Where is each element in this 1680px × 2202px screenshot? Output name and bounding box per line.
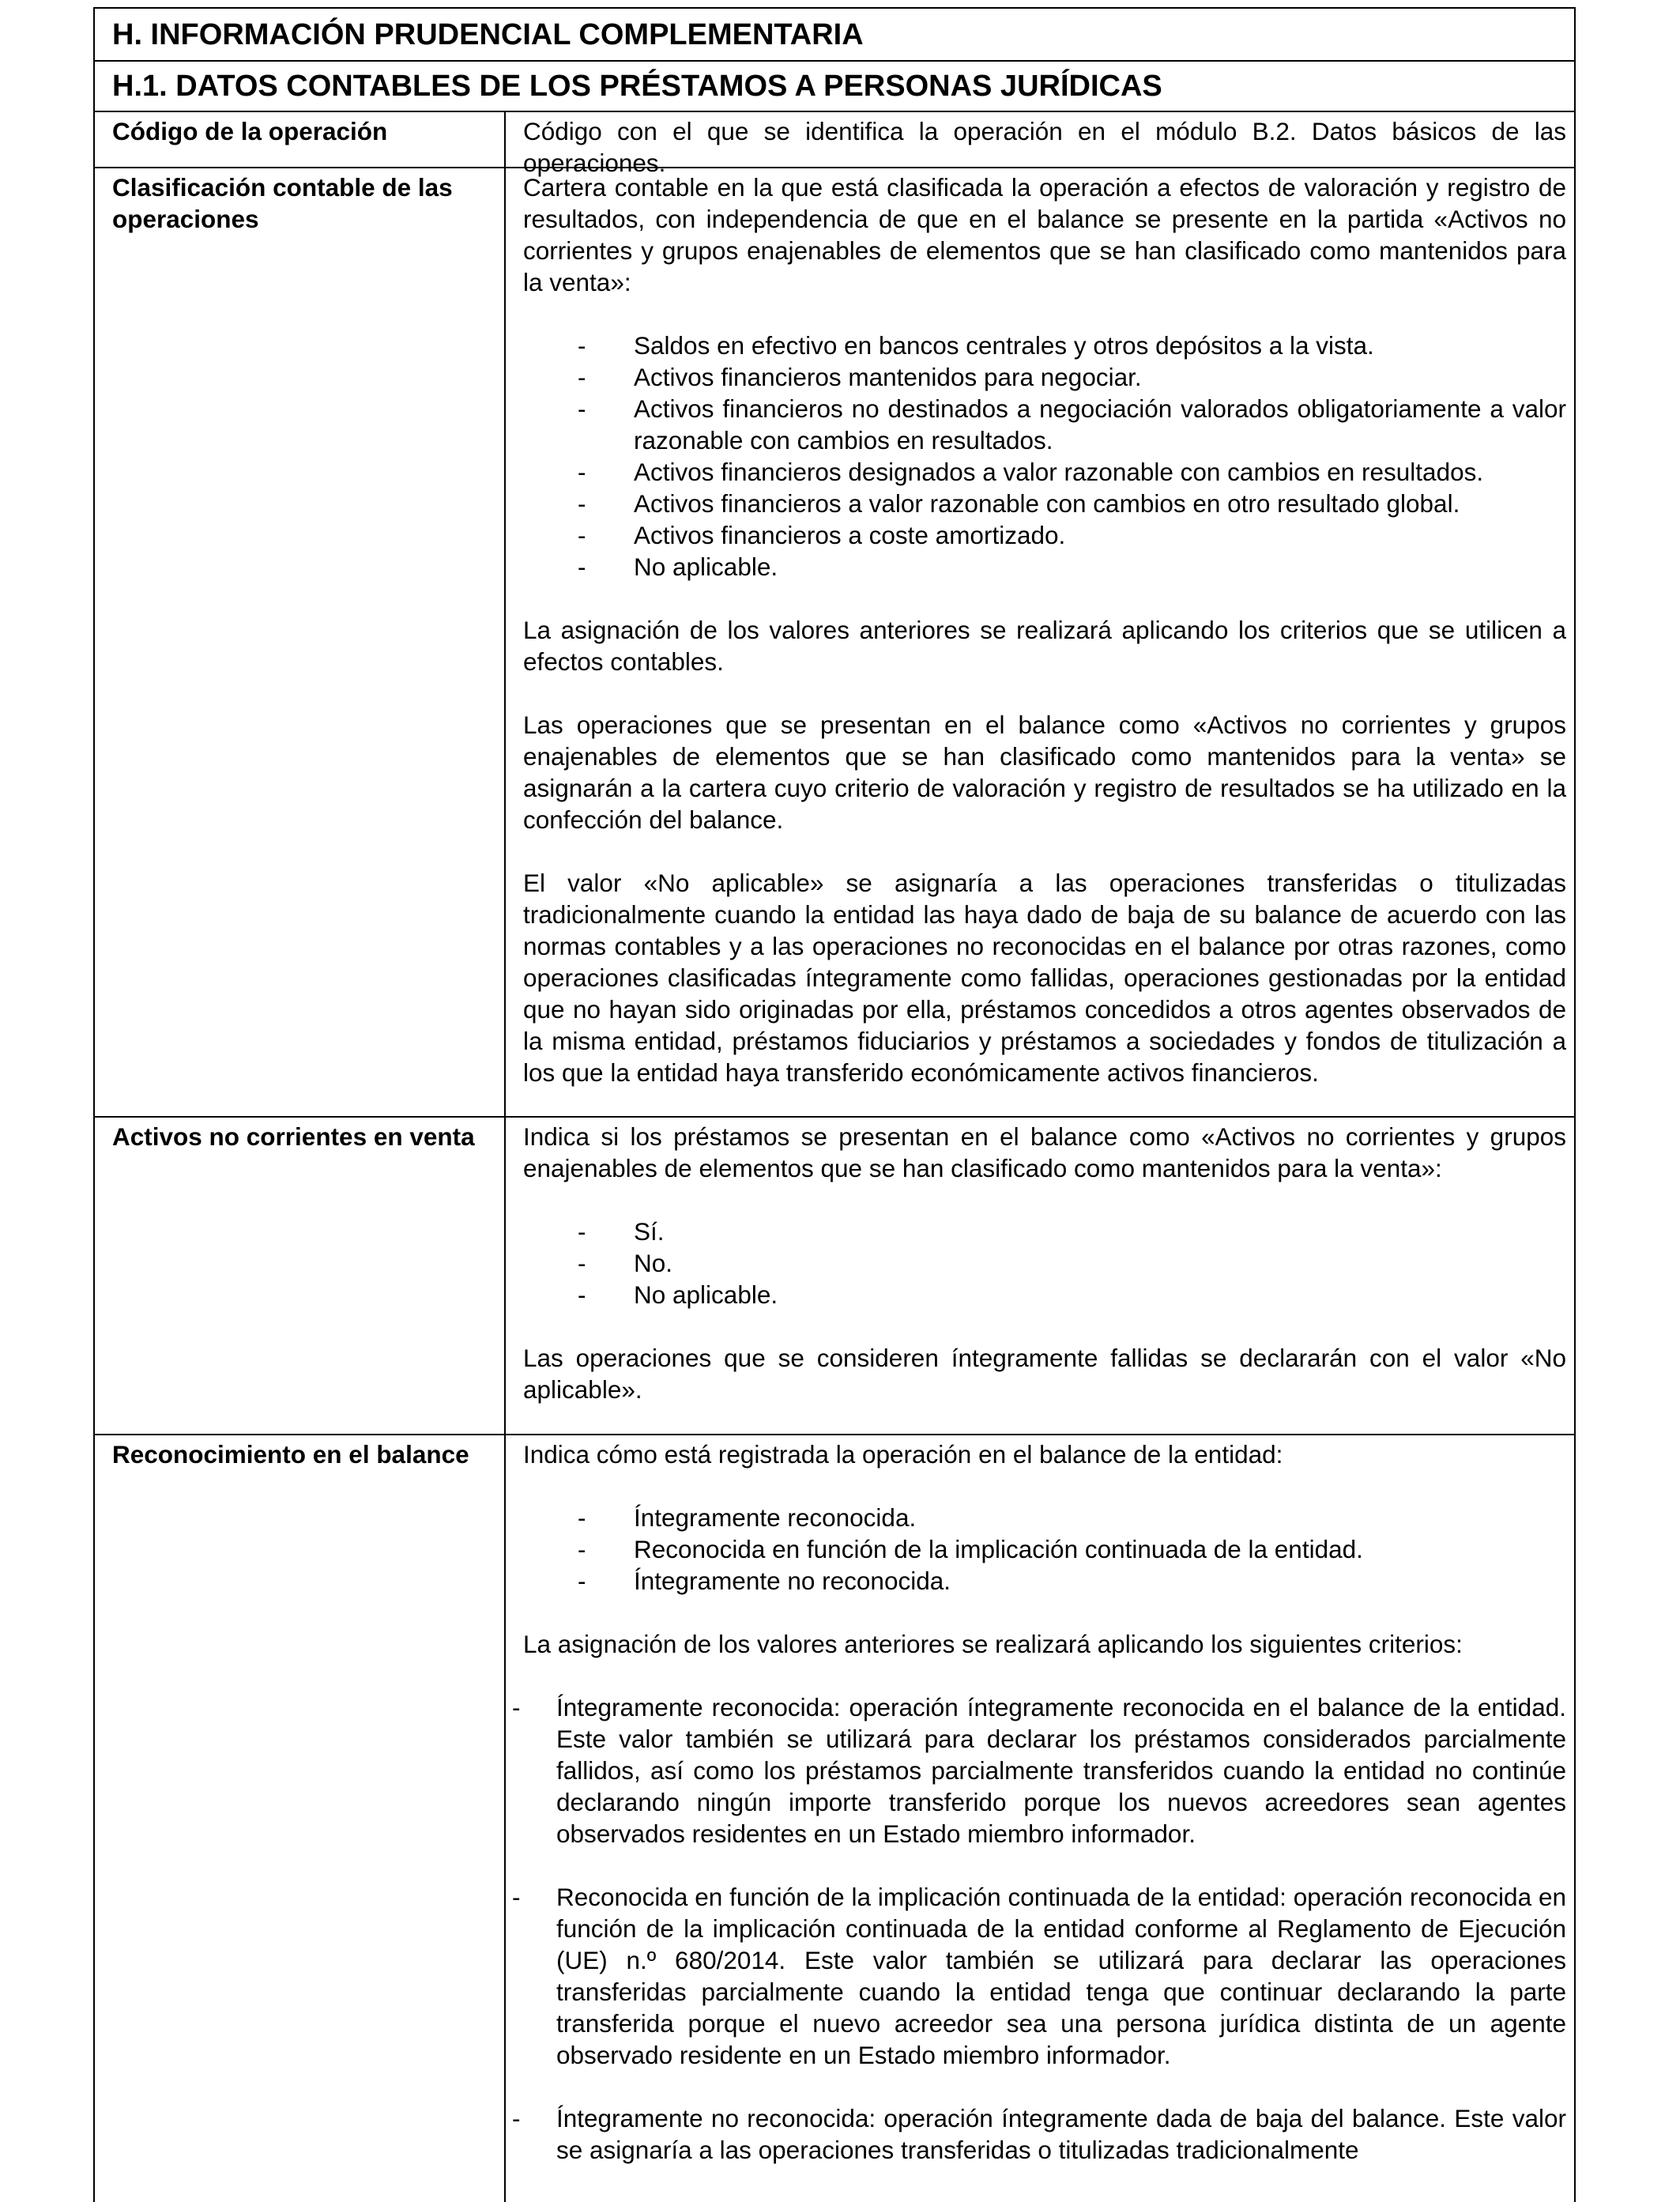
table-row-codigo [95, 112, 1574, 177]
list-item: - No aplicable. [523, 1279, 1566, 1310]
paragraph: La asignación de los valores anteriores se realizará aplicando los criterios que se utilicen a efectos contables. [523, 616, 1566, 676]
subsection-title: H.1. DATOS CONTABLES DE LOS PRÉSTAMOS A PERSONAS JURÍDICAS [95, 62, 1574, 112]
list-item: - No aplicable. [523, 551, 1566, 583]
list-item: - Sí. [523, 1216, 1566, 1247]
list-item: - Activos financieros a valor razonable con cambios en otro resultado global. [523, 488, 1566, 519]
document-table [93, 7, 1576, 2202]
paragraph: La asignación de los valores anteriores se realizará aplicando los siguientes criterios: [523, 1630, 1463, 1658]
options-list [523, 1502, 1566, 1597]
criteria-item: - Reconocida en función de la implicación continuada de la entidad: operación reconocida en función de la implicación continuada de la entidad conforme al Reglamento de Ejecución (UE) n.º 680/2014. Este valor también se utilizará para declarar las operaciones transferidas parcialmente cuando la entidad tenga que continuar declarando la parte transferida porque el nuevo acreedor sea una persona jurídica distinta de un agente observado residente en un Estado miembro informador. [506, 1881, 1566, 2071]
options-list [523, 1216, 1566, 1310]
row-description [506, 168, 1574, 1116]
criteria-item: - Íntegramente reconocida: operación íntegramente reconocida en el balance de la entidad. Este valor también se utilizará para declarar los préstamos considerados parcialmente fallidos, así como los préstamos parcialmente transferidos cuando la entidad no continúe declarando ningún importe transferido porque los nuevos acreedores sean agentes observados residentes en un Estado miembro informador. [506, 1691, 1566, 1849]
row-label: Reconocimiento en el balance [95, 1435, 506, 2202]
table-row-reconocimiento [95, 1435, 1574, 2202]
row-label: Activos no corrientes en venta [95, 1118, 506, 1434]
paragraph: Las operaciones que se presentan en el balance como «Activos no corrientes y grupos enajenables de elementos que se han clasificado como mantenidos para la venta» se asignarán a la cartera cuyo criterio de valoración y registro de resultados se ha utilizado en la confección del balance. [523, 711, 1566, 834]
list-item: - Reconocida en función de la implicación continuada de la entidad. [523, 1533, 1566, 1565]
row-description [506, 1435, 1574, 2202]
intro-paragraph: Indica si los préstamos se presentan en el balance como «Activos no corrientes y grupos enajenables de elementos que se han clasificado como mantenidos para la venta»: [523, 1122, 1566, 1182]
row-label: Clasificación contable de las operaciones [95, 168, 506, 1116]
criteria-item: - Íntegramente no reconocida: operación íntegramente dada de baja del balance. Este valor se asignaría a las operaciones transferidas o titulizadas tradicionalmente [506, 2102, 1566, 2166]
row-description [506, 112, 1574, 177]
description-text: Código con el que se identifica la operación en el módulo B.2. Datos básicos de las operaciones. [523, 117, 1566, 177]
list-item: - Íntegramente reconocida. [523, 1502, 1566, 1533]
table-row-clasificacion [95, 168, 1574, 1118]
list-item: - Activos financieros designados a valor razonable con cambios en resultados. [523, 456, 1566, 488]
criteria-list [506, 2102, 1566, 2166]
list-item: - Activos financieros a coste amortizado. [523, 519, 1566, 551]
paragraph: Las operaciones que se consideren íntegramente fallidas se declararán con el valor «No aplicable». [523, 1344, 1566, 1404]
list-item: - Activos financieros mantenidos para negociar. [523, 361, 1566, 393]
intro-paragraph: Cartera contable en la que está clasificada la operación a efectos de valoración y registro de resultados, con independencia de que en el balance se presente en la partida «Activos no corrientes y grupos enajenables de elementos que se han clasificado como mantenidos para la venta»: [523, 173, 1566, 296]
list-item: - Íntegramente no reconocida. [523, 1565, 1566, 1597]
row-label: Código de la operación [95, 112, 506, 167]
list-item: - Activos financieros no destinados a negociación valorados obligatoriamente a valor razonable con cambios en resultados. [523, 393, 1566, 456]
criteria-list [506, 1881, 1566, 2071]
options-list [523, 330, 1566, 583]
section-title: H. INFORMACIÓN PRUDENCIAL COMPLEMENTARIA [95, 9, 1574, 62]
row-description [506, 1118, 1574, 1434]
list-item: - No. [523, 1247, 1566, 1279]
list-item: - Saldos en efectivo en bancos centrales y otros depósitos a la vista. [523, 330, 1566, 361]
intro-paragraph: Indica cómo está registrada la operación en el balance de la entidad: [523, 1440, 1283, 1469]
table-row-activos-venta [95, 1118, 1574, 1435]
criteria-list [506, 1691, 1566, 1849]
paragraph: El valor «No aplicable» se asignaría a las operaciones transferidas o titulizadas tradicionalmente cuando la entidad las haya dado de baja de su balance de acuerdo con las normas contables y a las operaciones no reconocidas en el balance por otras razones, como operaciones clasificadas íntegramente como fallidas, operaciones gestionadas por la entidad que no hayan sido originadas por ella, préstamos concedidos a otros agentes observados de la misma entidad, préstamos fiduciarios y préstamos a sociedades y fondos de titulización a los que la entidad haya transferido económicamente activos financieros. [523, 869, 1566, 1087]
